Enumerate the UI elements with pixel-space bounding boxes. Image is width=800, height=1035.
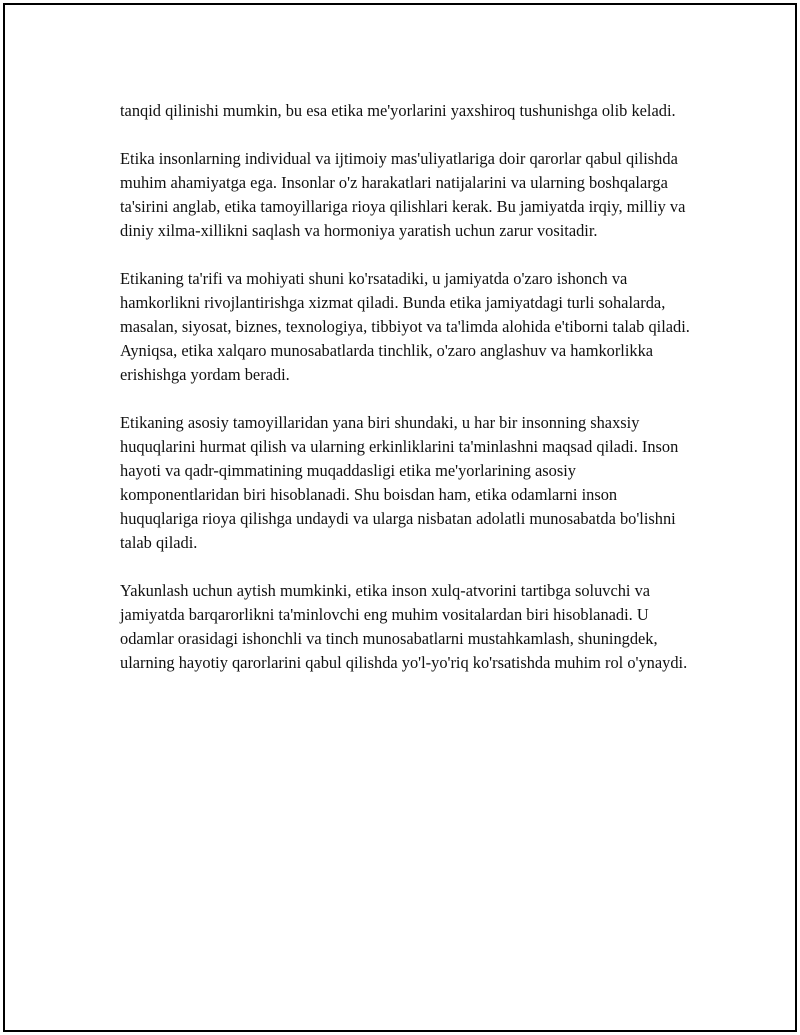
paragraph-5: Yakunlash uchun aytish mumkinki, etika inson xulq-atvorini tartibga soluvchi va jamiyatda barqarorlikni ta'minlovchi eng muhim vositalardan biri hisoblanadi. U odamlar orasidagi ishonchli va tinch munosabatlarni mustahkamlash, shuningdek, ularning hayotiy qarorlarini qabul qilishda yo'l-yo'riq ko'rsatishda muhim rol o'ynaydi. (120, 581, 688, 672)
paragraph-4: Etikaning asosiy tamoyillaridan yana biri shundaki, u har bir insonning shaxsiy huquqlarini hurmat qilish va ularning erkinliklarini ta'minlashni maqsad qiladi. Inson hayoti va qadr-qimmatining muqaddasligi etika me'yorlarining asosiy komponentlaridan biri hisoblanadi. Shu boisdan ham, etika odamlarni inson huquqlariga rioya qilishga undaydi va ularga nisbatan adolatli munosabatda bo'lishni talab qiladi. (120, 413, 679, 552)
document-page (3, 3, 797, 1032)
paragraph-1: tanqid qilinishi mumkin, bu esa etika me'yorlarini yaxshiroq tushunishga olib keladi. (120, 101, 676, 120)
paragraph-3: Etikaning ta'rifi va mohiyati shuni ko'rsatadiki, u jamiyatda o'zaro ishonch va hamkorlikni rivojlantirishga xizmat qiladi. Bunda etika jamiyatdagi turli sohalarda, masalan, siyosat, biznes, texnologiya, tibbiyot va ta'limda alohida e'tiborni talab qiladi. Ayniqsa, etika xalqaro munosabatlarda tinchlik, o'zaro anglashuv va hamkorlikka erishishga yordam beradi. (120, 269, 690, 384)
document-body (120, 99, 692, 699)
paragraph-2: Etika insonlarning individual va ijtimoiy mas'uliyatlariga doir qarorlar qabul qilishda muhim ahamiyatga ega. Insonlar o'z harakatlari natijalarini va ularning boshqalarga ta'sirini anglab, etika tamoyillariga rioya qilishlari kerak. Bu jamiyatda irqiy, milliy va diniy xilma-xillikni saqlash va hormoniya yaratish uchun zarur vositadir. (120, 149, 686, 240)
